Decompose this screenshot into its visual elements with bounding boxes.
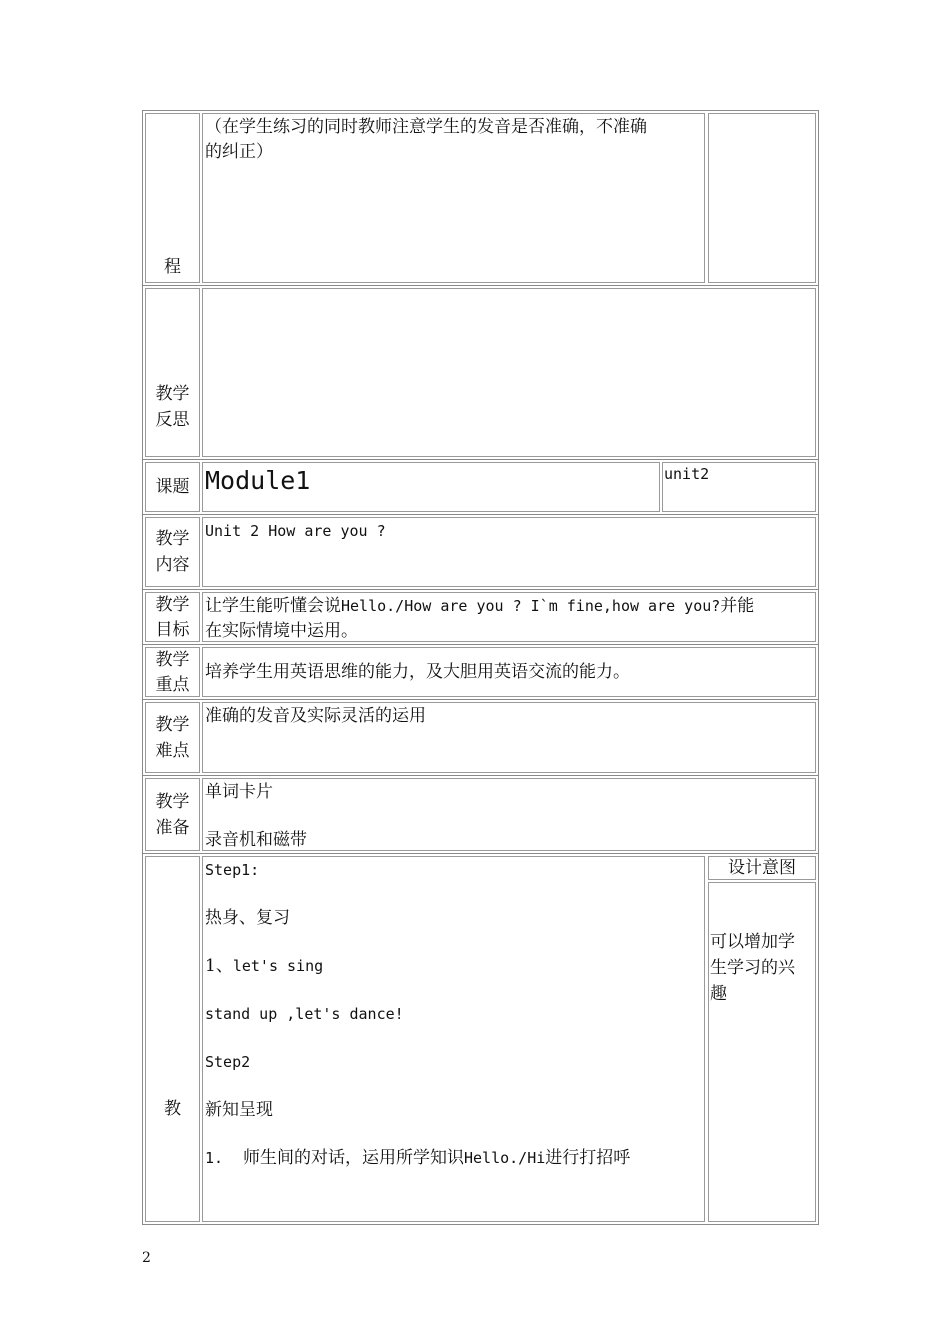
- step2-heading: Step2: [205, 1053, 251, 1071]
- row-label-2: 目标: [155, 620, 190, 640]
- design-intent-content: [708, 882, 816, 1222]
- row-label-2: 难点: [155, 741, 190, 761]
- item1-en: Hello./Hi: [464, 1149, 546, 1167]
- topic-module: Module1: [202, 462, 660, 512]
- label-cell: [145, 113, 200, 283]
- song-text: stand up ,let's dance!: [205, 1005, 404, 1023]
- item1-number: 1.: [205, 1149, 224, 1167]
- difficulty-text: 准确的发音及实际灵活的运用: [202, 702, 816, 773]
- row-label-1: 教学: [155, 792, 190, 812]
- goal-text-post: 并能: [720, 596, 755, 616]
- item1-pre: 师生间的对话，运用所学知识: [243, 1148, 464, 1168]
- label-cell: [145, 647, 200, 697]
- sing-text: let's sing: [232, 957, 324, 975]
- row-label: 程: [164, 257, 181, 277]
- row-key: [142, 644, 819, 699]
- row-label-1: 教学: [155, 715, 190, 735]
- row-label-1: 教学: [155, 384, 190, 404]
- goal-text-pre: 让学生能听懂会说: [205, 596, 341, 616]
- row-process: [142, 110, 819, 285]
- row-topic: [142, 459, 819, 514]
- label-cell: [145, 856, 200, 1222]
- row-label-1: 教学: [155, 595, 190, 615]
- process-note-line2: 的纠正）: [205, 142, 273, 162]
- page-number: 2: [142, 1250, 151, 1266]
- teaching-content: [202, 856, 705, 1222]
- design-intent-header: 设计意图: [708, 856, 816, 880]
- label-cell: [145, 288, 200, 457]
- sing-number: 1、: [205, 956, 233, 976]
- label-cell: [145, 778, 200, 851]
- row-reflection: [142, 285, 819, 459]
- row-label-1: 教学: [155, 529, 190, 549]
- row-difficulty: [142, 699, 819, 775]
- row-label: 教: [164, 1099, 181, 1119]
- prep-item-cards: 单词卡片: [205, 782, 273, 802]
- key-text: 培养学生用英语思维的能力，及大胆用英语交流的能力。: [202, 647, 816, 697]
- warmup-heading: 热身、复习: [205, 908, 290, 928]
- intent-line3: 趣: [710, 984, 727, 1004]
- label-cell: [145, 702, 200, 773]
- row-label-2: 内容: [155, 555, 190, 575]
- row-label-1: 教学: [155, 650, 190, 670]
- prep-item-recorder: 录音机和磁带: [205, 830, 307, 850]
- row-label-2: 重点: [155, 675, 190, 695]
- intent-line2: 生学习的兴: [710, 958, 795, 978]
- goal-text-en: Hello./How are you ? I`m fine,how are you?: [341, 597, 721, 615]
- row-label: 课题: [155, 477, 190, 497]
- content-text: Unit 2 How are you ?: [202, 517, 816, 587]
- label-cell: [145, 592, 200, 642]
- row-label-2: 反思: [155, 410, 190, 430]
- label-cell: [145, 517, 200, 587]
- process-notes-cell: [708, 113, 816, 283]
- lesson-plan-table: [142, 110, 819, 1225]
- process-content: [202, 113, 705, 283]
- new-knowledge-heading: 新知呈现: [205, 1100, 273, 1120]
- item1-post: 进行打招呼: [545, 1148, 631, 1168]
- topic-unit: unit2: [662, 462, 816, 512]
- step1-heading: Step1:: [205, 861, 260, 879]
- reflection-content: [202, 288, 816, 457]
- intent-line1: 可以增加学: [710, 932, 795, 952]
- label-cell: [145, 462, 200, 512]
- goal-text-line2: 在实际情境中运用。: [205, 621, 358, 641]
- row-content: [142, 514, 819, 589]
- row-prep: [142, 775, 819, 853]
- row-teaching: [142, 853, 819, 1225]
- prep-content: [202, 778, 816, 851]
- goal-content: [202, 592, 816, 642]
- row-label-2: 准备: [155, 818, 190, 838]
- process-note-line1: （在学生练习的同时教师注意学生的发音是否准确，不准确: [205, 117, 647, 137]
- row-goal: [142, 589, 819, 644]
